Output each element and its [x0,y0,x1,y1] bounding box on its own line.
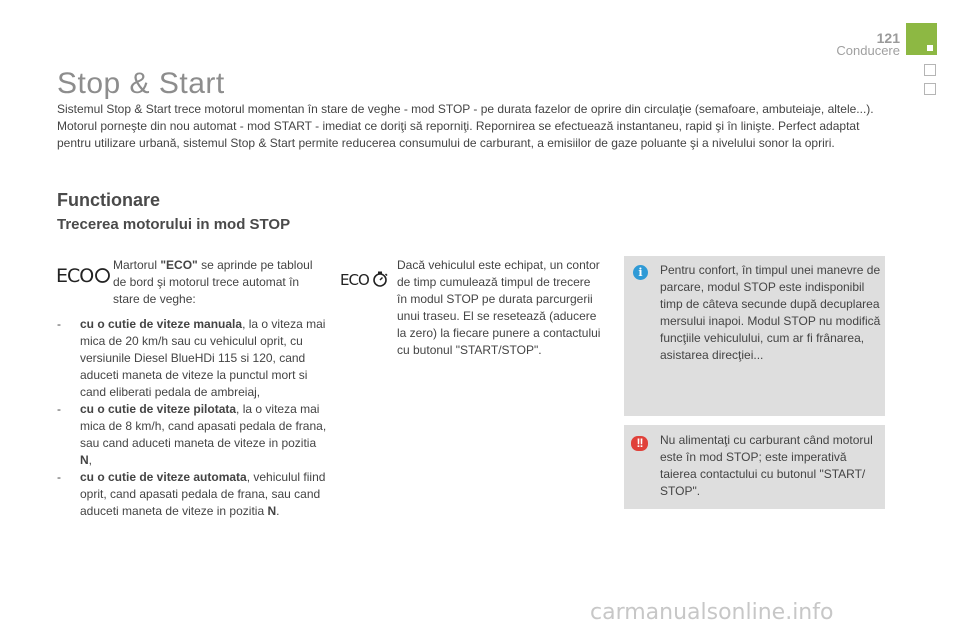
warning-text: Nu alimentaţi cu carburant când motorul este în mod STOP; este imperativă taierea contactului cu butonul "START/ STOP". [660,433,873,498]
section-heading: Functionare [57,190,161,210]
list-item: - cu o cutie de viteze pilotata, la o viteza mai mica de 8 km/h, cand apasati pedala de frana, sau cand aduceti maneta de viteze in pozitia N, [57,402,327,467]
warning-box [624,425,885,509]
section-tab-active[interactable] [906,23,937,55]
eco-timer-icon: ECO [340,270,389,289]
eco-indicator-icon: ECO [56,265,111,287]
list-item: - cu o cutie de viteze automata, vehiculul fiind oprit, cand apasati pedala de frana, sau cand aduceti maneta de viteze in pozitia N. [57,470,326,518]
list-item: - cu o cutie de viteze manuala, la o viteza mai mica de 20 km/h sau cu vehiculul oprit, cu versiunile Diesel BlueHDi 115 si 120, cand aduceti maneta de viteze la punctul mort si cand eliberati pedala de ambreiaj, [57,317,326,399]
page-title: Stop & Start [57,67,225,100]
watermark: carmanualsonline.info [590,600,834,625]
tab-marker-icon [927,45,933,51]
info-text: Pentru confort, în timpul unei manevre de parcare, modul STOP este indisponibil timp de câteva secunde după decuplarea mersului inapoi. Modul STOP nu modifică funcţiile vehiculului, cum ar fi frânarea, asistarea direcţiei... [660,263,881,362]
stop-conditions-list [57,316,327,520]
page-number: 121 [876,30,900,46]
info-box [624,256,885,416]
intro-paragraph: Sistemul Stop & Start trece motorul momentan în stare de veghe - mod STOP - pe durata fazelor de oprire din circulaţie (semafoare, ambuteiaje, altele...). Motorul porneşte din nou automat - mod START - imediat ce doriţi să reporniţi. Repornirea se efectuează instantaneu, rapid şi în linişte. Perfect adaptat pentru utilizare urbană, sistemul Stop & Start permite reducerea consumului de carburant, a emisiilor de gaze poluante şi a nivelului sonor la opriri. [57,102,874,150]
section-label: Conducere [836,43,900,58]
section-tab[interactable] [924,64,936,76]
subsection-heading: Trecerea motorului in mod STOP [57,216,291,233]
eco-description: Martorul "ECO" se aprinde pe tabloul de bord şi motorul trece automat în stare de veghe: [113,258,313,306]
info-icon: i [633,265,648,280]
timer-description: Dacă vehiculul este echipat, un contor de timp cumulează timpul de trecere în modul STOP pe durata parcurgerii unui traseu. El se resetează (aducere la zero) la fiecare punere a contactului cu butonul "START/STOP". [397,258,601,357]
section-tab[interactable] [924,83,936,95]
warning-icon: !! [631,436,648,451]
